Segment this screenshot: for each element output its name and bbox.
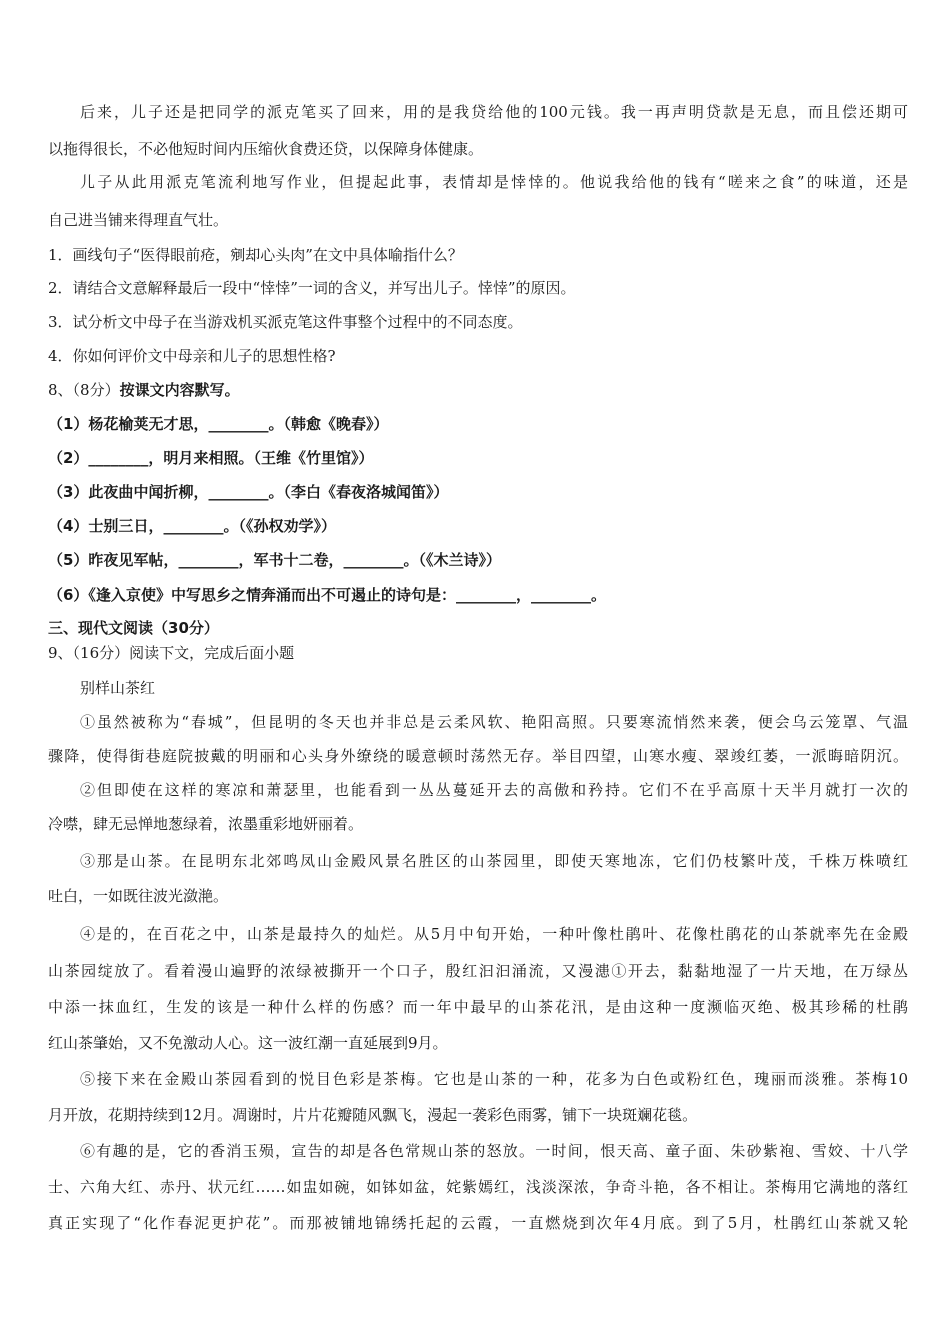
question-item: 2．请结合文意解释最后一段中“悻悻”一词的含义，并写出儿子。悻悻”的原因。 [48, 279, 576, 297]
dictation-item: （3）此夜曲中闻折柳，________。（李白《春夜洛城闻笛》） [48, 483, 449, 501]
article-line: 山茶园绽放了。看着漫山遍野的浓绿被撕开一个口子，殷红汩汩涌流，又漫漶①开去，黏黏地湿了一片天地，在万绿丛 [48, 962, 908, 980]
section-heading: 三、现代文阅读（30分） [48, 619, 219, 637]
article-line: 真正实现了“化作春泥更护花”。而那被铺地锦绣托起的云霞，一直燃烧到次年4月底。到了5月，杜鹃红山茶就又轮 [48, 1214, 908, 1232]
story-paragraph-line: 以拖得很长，不必他短时间内压缩伙食费还贷，以保障身体健康。 [48, 140, 484, 158]
article-line: 士、六角大红、赤丹、状元红……如盅如碗，如钵如盆，姹紫嫣红，浅淡深浓，争奇斗艳，各不相让。茶梅用它满地的落红 [48, 1178, 908, 1196]
article-line: 冷噤，肆无忌惮地葱绿着，浓墨重彩地妍丽着。 [48, 815, 364, 833]
dictation-item: （1）杨花榆荚无才思，________。（韩愈《晚春》） [48, 415, 389, 433]
article-title: 别样山茶红 [80, 679, 156, 697]
article-line: 红山茶肇始，又不免激动人心。这一波红潮一直延展到9月。 [48, 1034, 448, 1052]
question-item: 4．你如何评价文中母亲和儿子的思想性格? [48, 347, 336, 365]
article-line: 月开放，花期持续到12月。凋谢时，片片花瓣随风飘飞，漫起一袭彩色雨雾，铺下一块斑斓花毯。 [48, 1106, 698, 1124]
question-9-intro: 9、（16分）阅读下文，完成后面小题 [48, 644, 295, 662]
story-paragraph-line: 后来，儿子还是把同学的派克笔买了回来，用的是我贷给他的100元钱。我一再声明贷款是无息，而且偿还期可 [80, 103, 908, 121]
article-line: ③那是山茶。在昆明东北郊鸣凤山金殿风景名胜区的山茶园里，即使天寒地冻，它们仍枝繁叶茂，千株万株喷红 [80, 852, 908, 870]
dictation-item: （5）昨夜见军帖，________，军书十二卷，________。（《木兰诗》） [48, 551, 501, 569]
story-paragraph-line: 自己进当铺来得理直气壮。 [48, 211, 229, 229]
article-line: ④是的，在百花之中，山茶是最持久的灿烂。从5月中旬开始，一种叶像杜鹃叶、花像杜鹃花的山茶就率先在金殿 [80, 925, 908, 943]
dictation-item: （4）士别三日，________。（《孙权劝学》） [48, 517, 336, 535]
question-item: 1．画线句子“医得眼前疮，剜却心头肉”在文中具体喻指什么？ [48, 246, 463, 264]
dictation-item: （2）________，明月来相照。（王维《竹里馆》） [48, 449, 374, 467]
article-line: 吐白，一如既往波光潋滟。 [48, 887, 229, 905]
article-line: 中添一抹血红，生发的该是一种什么样的伤感？而一年中最早的山茶花汛，是由这种一度濒临灭绝、极其珍稀的杜鹃 [48, 998, 908, 1016]
question-number: 8、（8分） [48, 381, 120, 399]
dictation-item: （6）《逢入京使》中写思乡之情奔涌而出不可遏止的诗句是：________，________。 [48, 586, 606, 604]
question-8-header [48, 380, 908, 400]
article-line: ⑤接下来在金殿山茶园看到的悦目色彩是茶梅。它也是山茶的一种，花多为白色或粉红色，瑰丽而淡雅。茶梅10 [80, 1070, 908, 1088]
article-line: ②但即使在这样的寒凉和萧瑟里，也能看到一丛丛蔓延开去的高傲和矜持。它们不在乎高原十天半月就打一次的 [80, 781, 908, 799]
story-paragraph-line: 儿子从此用派克笔流利地写作业，但提起此事，表情却是悻悻的。他说我给他的钱有“嗟来之食”的味道，还是 [80, 173, 908, 191]
article-line: ⑥有趣的是，它的香消玉殒，宣告的却是各色常规山茶的怒放。一时间，恨天高、童子面、朱砂紫袍、雪姣、十八学 [80, 1142, 908, 1160]
question-item: 3．试分析文中母子在当游戏机买派克笔这件事整个过程中的不同态度。 [48, 313, 523, 331]
question-title: 按课文内容默写。 [119, 381, 240, 399]
article-line: 骤降，使得街巷庭院披戴的明丽和心头身外缭绕的暖意顿时荡然无存。举目四望，山寒水瘦、翠竣红萎，一派晦暗阴沉。 [48, 747, 908, 765]
article-line: ①虽然被称为“春城”，但昆明的冬天也并非总是云柔风软、艳阳高照。只要寒流悄然来袭，便会乌云笼罩、气温 [80, 713, 908, 731]
